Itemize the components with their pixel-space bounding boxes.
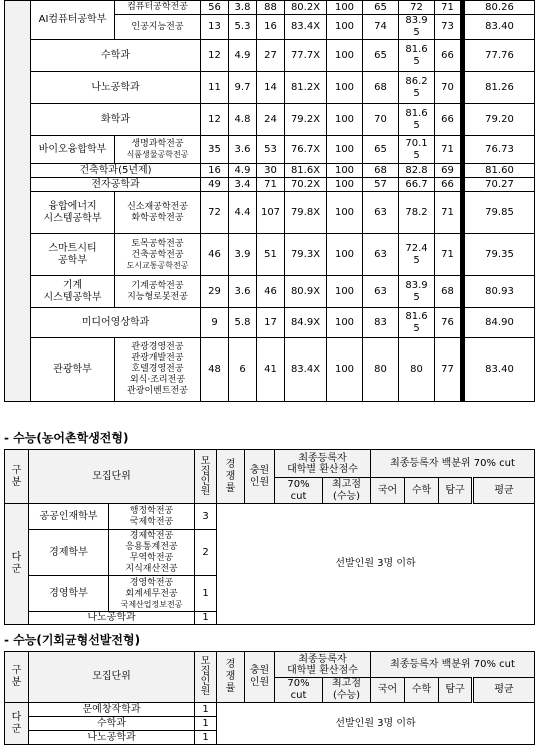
value-cell: 100 [327, 164, 363, 178]
quota-cell: 1 [195, 717, 217, 731]
value-cell: 69 [435, 164, 463, 178]
inq-header: 탐구 [439, 678, 473, 703]
final-score-header: 최종등록자 대학별 환산점수 [275, 450, 371, 478]
quota-header: 모 집 인 원 [195, 450, 217, 504]
value-cell: 48 [201, 338, 229, 402]
value-cell: 83.9 5 [399, 276, 435, 308]
table-row [5, 234, 535, 276]
dept-cell: 경제학부 [29, 530, 109, 576]
value-cell: 79.2X [285, 104, 327, 136]
value-cell: 14 [257, 72, 285, 104]
table-row [5, 40, 535, 72]
value-cell: 72 [201, 192, 229, 234]
value-cell: 77.7X [285, 40, 327, 72]
value-cell: 80.2X [285, 1, 327, 15]
value-cell: 71 [435, 234, 463, 276]
value-cell: 70 [363, 104, 399, 136]
value-cell: 63 [363, 276, 399, 308]
dept-cell: 나노공학과 [31, 72, 201, 104]
value-cell: 68 [363, 164, 399, 178]
total-header: 충원 인원 [245, 652, 275, 703]
value-cell: 81.2X [285, 72, 327, 104]
major-cell: 행정학전공 국제학전공 [109, 504, 195, 530]
value-cell: 70 [435, 72, 463, 104]
major-cell: 경영학전공 회계세무전공 국제산업정보전공 [109, 576, 195, 612]
value-cell: 66 [435, 104, 463, 136]
value-cell: 3.4 [229, 178, 257, 192]
value-cell: 80.26 [463, 1, 535, 15]
table-row [5, 104, 535, 136]
kor-header: 국어 [371, 478, 405, 504]
cut70-header: 70% cut [275, 678, 323, 703]
dept-cell: 기계 시스템공학부 [31, 276, 115, 308]
value-cell: 73 [435, 15, 463, 40]
value-cell: 84.9X [285, 308, 327, 338]
value-cell: 4.9 [229, 40, 257, 72]
value-cell: 72 [399, 1, 435, 15]
percentile-header: 최종등록자 백분위 70% cut [371, 450, 535, 478]
value-cell: 79.20 [463, 104, 535, 136]
value-cell: 100 [327, 308, 363, 338]
value-cell: 100 [327, 15, 363, 40]
value-cell: 80 [399, 338, 435, 402]
unit-header: 모집단위 [29, 450, 195, 504]
value-cell: 80.9X [285, 276, 327, 308]
value-cell: 86.2 5 [399, 72, 435, 104]
dept-cell: 공공인재학부 [29, 504, 109, 530]
value-cell: 83.40 [463, 15, 535, 40]
value-cell: 100 [327, 178, 363, 192]
value-cell: 3.8 [229, 1, 257, 15]
value-cell: 81.6X [285, 164, 327, 178]
value-cell: 79.8X [285, 192, 327, 234]
table-row [5, 338, 535, 402]
value-cell: 4.9 [229, 164, 257, 178]
value-cell: 63 [363, 234, 399, 276]
value-cell: 100 [327, 136, 363, 164]
value-cell: 84.90 [463, 308, 535, 338]
selection-note: 선발인원 3명 이하 [217, 504, 535, 625]
value-cell: 80.93 [463, 276, 535, 308]
value-cell: 35 [201, 136, 229, 164]
value-cell: 100 [327, 72, 363, 104]
max-header: 최고점 (수능) [323, 478, 371, 504]
table-row [5, 192, 535, 234]
value-cell: 70.2X [285, 178, 327, 192]
value-cell: 56 [201, 1, 229, 15]
value-cell: 77.76 [463, 40, 535, 72]
quota-header: 모 집 인 원 [195, 652, 217, 703]
value-cell: 3.6 [229, 136, 257, 164]
comp-header: 경 쟁 률 [217, 450, 245, 504]
table-row [5, 1, 535, 15]
value-cell: 68 [363, 72, 399, 104]
major-cell: 신소재공학전공 화학공학전공 [115, 192, 201, 234]
value-cell: 100 [327, 192, 363, 234]
value-cell: 24 [257, 104, 285, 136]
dept-cell: 나노공학과 [29, 731, 195, 745]
avg-header: 평균 [473, 678, 535, 703]
value-cell: 100 [327, 104, 363, 136]
value-cell: 107 [257, 192, 285, 234]
kor-header: 국어 [371, 678, 405, 703]
value-cell: 83.40 [463, 338, 535, 402]
value-cell: 29 [201, 276, 229, 308]
table-row [5, 178, 535, 192]
value-cell: 46 [201, 234, 229, 276]
value-cell: 76 [435, 308, 463, 338]
dept-cell: 관광학부 [31, 338, 115, 402]
value-cell: 100 [327, 40, 363, 72]
dept-cell: 건축학과(5년제) [31, 164, 201, 178]
value-cell: 66.7 [399, 178, 435, 192]
value-cell: 81.60 [463, 164, 535, 178]
value-cell: 53 [257, 136, 285, 164]
value-cell: 83 [363, 308, 399, 338]
math-header: 수학 [405, 478, 439, 504]
value-cell: 3.6 [229, 276, 257, 308]
value-cell: 80 [363, 338, 399, 402]
total-header: 충원 인원 [245, 450, 275, 504]
math-header: 수학 [405, 678, 439, 703]
table-row [5, 276, 535, 308]
value-cell: 9 [201, 308, 229, 338]
value-cell: 70.1 5 [399, 136, 435, 164]
opportunity-table [4, 651, 535, 745]
cut70-header: 70% cut [275, 478, 323, 504]
value-cell: 79.35 [463, 234, 535, 276]
value-cell: 76.73 [463, 136, 535, 164]
value-cell: 81.6 5 [399, 308, 435, 338]
value-cell: 65 [363, 136, 399, 164]
quota-cell: 1 [195, 703, 217, 717]
value-cell: 65 [363, 40, 399, 72]
value-cell: 13 [201, 15, 229, 40]
value-cell: 5.8 [229, 308, 257, 338]
value-cell: 16 [257, 15, 285, 40]
dept-cell: 나노공학과 [29, 612, 195, 625]
dept-cell: 수학과 [31, 40, 201, 72]
value-cell: 27 [257, 40, 285, 72]
value-cell: 6 [229, 338, 257, 402]
major-cell: 기계공학전공 지능형로봇전공 [115, 276, 201, 308]
value-cell: 12 [201, 40, 229, 72]
value-cell: 16 [201, 164, 229, 178]
table-row [5, 308, 535, 338]
section-title-opportunity: - 수능(기회균형선발전형) [4, 633, 141, 647]
value-cell: 74 [363, 15, 399, 40]
dept-cell: 미디어영상학과 [31, 308, 201, 338]
value-cell: 100 [327, 338, 363, 402]
value-cell: 66 [435, 178, 463, 192]
final-score-header: 최종등록자 대학별 환산점수 [275, 652, 371, 678]
dept-cell: 전자공학과 [31, 178, 201, 192]
value-cell: 83.4X [285, 338, 327, 402]
percentile-header: 최종등록자 백분위 70% cut [371, 652, 535, 678]
value-cell: 41 [257, 338, 285, 402]
rural-table [4, 449, 535, 625]
table-row [5, 72, 535, 104]
value-cell: 3.9 [229, 234, 257, 276]
quota-cell: 3 [195, 504, 217, 530]
quota-cell: 1 [195, 731, 217, 745]
value-cell: 72.4 5 [399, 234, 435, 276]
value-cell: 83.4X [285, 15, 327, 40]
value-cell: 81.6 5 [399, 104, 435, 136]
value-cell: 17 [257, 308, 285, 338]
quota-cell: 1 [195, 576, 217, 612]
value-cell: 30 [257, 164, 285, 178]
gubun-header: 구 분 [5, 652, 29, 703]
group-cell [5, 1, 31, 402]
value-cell: 82.8 [399, 164, 435, 178]
value-cell: 78.2 [399, 192, 435, 234]
value-cell: 5.3 [229, 15, 257, 40]
value-cell: 49 [201, 178, 229, 192]
major-cell: 관광경영전공 관광개발전공 호텔경영전공 외식·조리전공 관광이벤트전공 [115, 338, 201, 402]
selection-note: 선발인원 3명 이하 [217, 703, 535, 745]
value-cell: 71 [435, 1, 463, 15]
table-row [5, 136, 535, 164]
group-label: 다 군 [5, 703, 29, 745]
quota-cell: 2 [195, 530, 217, 576]
dept-cell: AI컴퓨터공학부 [31, 1, 115, 40]
value-cell: 100 [327, 276, 363, 308]
dept-cell: 바이오융합학부 [31, 136, 115, 164]
value-cell: 4.4 [229, 192, 257, 234]
value-cell: 79.85 [463, 192, 535, 234]
quota-cell: 1 [195, 612, 217, 625]
dept-cell: 스마트시티 공학부 [31, 234, 115, 276]
value-cell: 77 [435, 338, 463, 402]
major-cell: 인공지능전공 [115, 15, 201, 40]
inq-header: 탐구 [439, 478, 473, 504]
major-cell: 생명과학전공 식품생물공학전공 [115, 136, 201, 164]
value-cell: 88 [257, 1, 285, 15]
value-cell: 4.8 [229, 104, 257, 136]
value-cell: 71 [435, 192, 463, 234]
value-cell: 46 [257, 276, 285, 308]
value-cell: 65 [363, 1, 399, 15]
gubun-header: 구 분 [5, 450, 29, 504]
comp-header: 경 쟁 률 [217, 652, 245, 703]
value-cell: 9.7 [229, 72, 257, 104]
max-header: 최고점 (수능) [323, 678, 371, 703]
value-cell: 76.7X [285, 136, 327, 164]
avg-header: 평균 [473, 478, 535, 504]
value-cell: 51 [257, 234, 285, 276]
value-cell: 71 [435, 136, 463, 164]
dept-cell: 수학과 [29, 717, 195, 731]
unit-header: 모집단위 [29, 652, 195, 703]
value-cell: 79.3X [285, 234, 327, 276]
value-cell: 100 [327, 234, 363, 276]
section-title-rural: - 수능(농어촌학생전형) [4, 431, 129, 445]
value-cell: 63 [363, 192, 399, 234]
major-cell: 경제학전공 응용통계전공 무역학전공 지식재산전공 [109, 530, 195, 576]
dept-cell: 문예창작학과 [29, 703, 195, 717]
value-cell: 66 [435, 40, 463, 72]
value-cell: 81.6 5 [399, 40, 435, 72]
dept-cell: 경영학부 [29, 576, 109, 612]
top-results-table [4, 0, 535, 402]
value-cell: 11 [201, 72, 229, 104]
table-row [5, 164, 535, 178]
major-cell: 컴퓨터공학전공 [115, 1, 201, 15]
value-cell: 83.9 5 [399, 15, 435, 40]
value-cell: 12 [201, 104, 229, 136]
value-cell: 68 [435, 276, 463, 308]
dept-cell: 융합에너지 시스템공학부 [31, 192, 115, 234]
value-cell: 57 [363, 178, 399, 192]
value-cell: 81.26 [463, 72, 535, 104]
value-cell: 70.27 [463, 178, 535, 192]
group-label: 다 군 [5, 504, 29, 625]
major-cell: 토목공학전공 건축공학전공 도시교통공학전공 [115, 234, 201, 276]
dept-cell: 화학과 [31, 104, 201, 136]
value-cell: 100 [327, 1, 363, 15]
value-cell: 71 [257, 178, 285, 192]
